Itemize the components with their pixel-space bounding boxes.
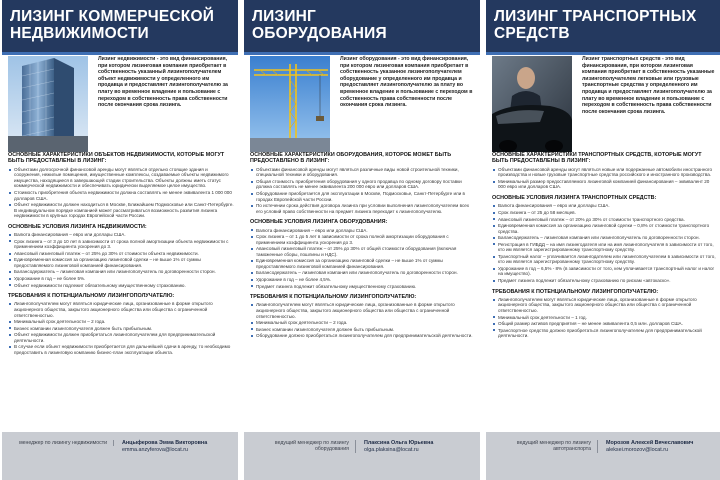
column-title: ЛИЗИНГ ОБОРУДОВАНИЯ — [252, 8, 387, 42]
bullet-list — [8, 167, 234, 219]
column-body — [8, 152, 234, 356]
list-item: Единовременная комиссия за организацию лизинговой сделки – не выше 1% от суммы предоставляемого лизинговой компанией финансирования. — [8, 257, 234, 268]
bullet-list — [492, 167, 718, 190]
list-item: Лизингополучателем могут являться юридические лица, организованные в форме открытого акционерного общества, закрытого акционерного общества или общества с ограниченной ответственностью. — [8, 301, 234, 318]
manager-email-link[interactable]: aleksei.morozov@locat.ru — [606, 446, 669, 453]
contact-footer — [2, 432, 238, 480]
list-item: Объектами финансовой аренды могут являться различные виды новой строительной техники, специальной техники и оборудования. — [250, 167, 476, 178]
car-photo — [492, 56, 572, 152]
list-item: Объект недвижимости подлежит обязательному имущественному страхованию. — [8, 283, 234, 289]
list-item: Бизнес компании лизингополучателя должен быть прибыльным. — [8, 326, 234, 332]
column-title: ЛИЗИНГ ТРАНСПОРТНЫХ СРЕДСТВ — [494, 8, 697, 42]
column-header — [486, 0, 720, 52]
list-item: Валюта финансирования – евро или доллары США. — [250, 228, 476, 234]
bullet-list — [250, 167, 476, 214]
manager-role: ведущий менеджер по лизингу автотранспорта — [490, 440, 598, 453]
section-title: ТРЕБОВАНИЯ К ПОТЕНЦИАЛЬНОМУ ЛИЗИНГОПОЛУЧАТЕЛЮ: — [250, 294, 417, 301]
column-real-estate — [2, 0, 238, 480]
section-title: ОСНОВНЫЕ ХАРАКТЕРИСТИКИ ТРАНСПОРТНЫХ СРЕДСТВ, КОТОРЫЕ МОГУТ БЫТЬ ПРЕДОСТАВЛЕНЫ В ЛИЗИНГ: — [492, 152, 702, 165]
list-item: Срок лизинга – от 3 до 10 лет в зависимости от срока полной амортизации объекта недвижимости с применением коэффициента ускорения до 3. — [8, 239, 234, 250]
list-item: Удорожание в год – не более 4,5%. — [250, 277, 476, 283]
manager-email-link[interactable]: emma.anzyferova@locat.ru — [122, 446, 188, 453]
manager-name: Плаксина Ольга Юрьевна — [364, 440, 434, 446]
list-item: Авансовый лизинговый платеж – от 25% до 30% от общей стоимости оборудования (включая таможенные сборы, пошлины и НДС). — [250, 246, 476, 257]
list-item: Авансовый лизинговый платеж – от 20% до 30% от стоимости транспортного средства. — [492, 217, 718, 223]
manager-name: Анцыферова Эмма Викторовна — [122, 440, 208, 446]
header-accent-bar — [2, 52, 238, 55]
contact-footer — [486, 432, 720, 480]
intro-text: Лизинг транспортных средств - это вид финансирования, при котором лизинговая компания приобретает в собственность указанные лизингополучателем легковые или грузовые транспортные средства у определенного им продавца и предоставляет лизингополучателю за плату во временное владение и пользование с переходом в собственность права собственности после окончания срока лизинга. — [582, 56, 715, 115]
manager-role: менеджер по лизингу недвижимости — [6, 440, 114, 446]
list-item: Оборудование должно приобретаться лизингополучателем для предпринимательской деятельности. — [250, 333, 476, 339]
column-title: ЛИЗИНГ КОММЕРЧЕСКОЙ НЕДВИЖИМОСТИ — [10, 8, 215, 42]
manager-name: Морозов Алексей Вячеславович — [606, 440, 694, 446]
bullet-list — [8, 301, 234, 355]
manager-contact — [606, 440, 718, 453]
list-item: Минимальный срок деятельности – 1 год. — [492, 315, 718, 321]
list-item: Объектами финансовой аренды могут являться новые или подержанные автомобили иностранного производства и новые грузовые транспортные средства российского и иностранного производства. — [492, 167, 718, 178]
section-title: ОСНОВНЫЕ ХАРАКТЕРИСТИКИ ОБЪЕКТОВ НЕДВИЖИМОСТИ, КОТОРЫЕ МОГУТ БЫТЬ ПРЕДОСТАВЛЕНЫ В ЛИЗИНГ: — [8, 152, 225, 165]
list-item: По истечении срока действия договора лизинга при условии выполнения лизингополучателем всех его условий право собственности на предмет лизинга переходит к лизингополучателю. — [250, 203, 476, 214]
car-illustration — [492, 56, 572, 152]
list-item: Объект недвижимости должен приобретаться лизингополучателем для предпринимательской деятельности. — [8, 332, 234, 343]
manager-email-link[interactable]: olga.plaksina@locat.ru — [364, 446, 419, 453]
intro-text: Лизинг недвижимости - это вид финансирования, при котором лизинговая компания приобретает в собственность указанный лизингополучателем объект недвижимости у определенного им продавца и предоставляет лизингополучателю за плату во временное владение и пользование с переходом в собственность права собственности после окончания срока лизинга. — [98, 56, 228, 109]
list-item: Регистрация в ГИБДД – на имя лизингодателя или на имя лизингополучателя в зависимости от того, кто им является зарегистрированному транспортному средству. — [492, 242, 718, 253]
list-item: Единовременная комиссия за организацию лизинговой сделки – 0,8% от стоимости транспортного средства. — [492, 223, 718, 234]
list-item: Бизнес компании лизингополучателя должен быть прибыльным. — [250, 327, 476, 333]
list-item: Единовременная комиссия за организацию лизинговой сделки – не выше 1% от суммы предоставляемого лизинговой компанией финансирования. — [250, 258, 476, 269]
column-header — [244, 0, 480, 52]
section-title: ОСНОВНЫЕ УСЛОВИЯ ЛИЗИНГА НЕДВИЖИМОСТИ: — [8, 223, 147, 230]
manager-contact — [122, 440, 234, 453]
list-item: Балансодержатель – лизинговая компания или лизингополучатель по договоренности сторон. — [250, 270, 476, 276]
header-accent-bar — [486, 52, 720, 55]
section-title: ОСНОВНЫЕ УСЛОВИЯ ЛИЗИНГА ОБОРУДОВАНИЯ: — [250, 219, 388, 226]
column-vehicles — [486, 0, 720, 480]
list-item: Лизингополучателем могут являться юридические лица, организованные в форме открытого акционерного общества, закрытого акционерного общества или общества с ограниченной ответственностью. — [250, 302, 476, 319]
section-title: ТРЕБОВАНИЯ К ПОТЕНЦИАЛЬНОМУ ЛИЗИНГОПОЛУЧАТЕЛЮ: — [8, 293, 175, 300]
list-item: Общая стоимость приобретения оборудования у одного продавца по одному договору поставки должна составлять не менее эквивалента 200 000 евро или долларов США. — [250, 179, 476, 190]
list-item: Оборудование приобретается для эксплуатации в Москве, Подмосковье, Санкт-Петербурге или в городах Европейской части России. — [250, 191, 476, 202]
section-title: ОСНОВНЫЕ УСЛОВИЯ ЛИЗИНГА ТРАНСПОРТНЫХ СРЕДСТВ: — [492, 195, 657, 201]
bullet-list — [492, 203, 718, 283]
list-item: Удорожание в год – 6,5% - 8% (в зависимости от того, кем уплачивается транспортный налог и налог на имущество). — [492, 266, 718, 277]
list-item: Валюта финансирования – евро или доллары США. — [492, 203, 718, 209]
list-item: В случае если объект недвижимости приобретается для дальнейшей сдачи в аренду, то необходимо предоставить в лизинговую компанию бизнес-план эксплуатации объекта. — [8, 344, 234, 355]
list-item: Авансовый лизинговый платеж – от 25% до 30% от стоимости объекта недвижимости. — [8, 251, 234, 257]
bullet-list — [250, 302, 476, 338]
column-equipment — [244, 0, 480, 480]
manager-role: ведущий менеджер по лизингу оборудования — [248, 440, 356, 453]
crane-photo — [250, 56, 330, 152]
bullet-list — [8, 232, 234, 288]
list-item: Предмет лизинга подлежит обязательному страхованию по рискам «автокаско». — [492, 278, 718, 284]
list-item: Объектами долгосрочной финансовой аренды могут являться отдельно стоящие здания и сооружения, нежилые помещения, имущественные комплексы, создаваемые объекты недвижимого имущества, находящиеся в завершающей стадии строительства. Объекты должны иметь статус коммерческой недвижимости и обеспечивать юридически выделяемое целое имущество. — [8, 167, 234, 189]
contact-footer — [244, 432, 480, 480]
list-item: Минимальный срок деятельности – 2 года. — [250, 320, 476, 326]
list-item: Общий размер активов предприятия – не менее эквивалента 0,5 млн. долларов США. — [492, 321, 718, 327]
header-accent-bar — [244, 52, 480, 55]
list-item: Минимальный размер предоставляемого лизинговой компанией финансирования – эквивалент 20 000 евро или долларов США. — [492, 179, 718, 190]
bullet-list — [250, 228, 476, 289]
list-item: Предмет лизинга подлежит обязательному имущественному страхованию. — [250, 284, 476, 290]
list-item: Срок лизинга – от 1 до 5 лет в зависимости от срока полной амортизации оборудования с применением коэффициента ускорения до 3. — [250, 234, 476, 245]
manager-contact — [364, 440, 476, 453]
list-item: Лизингополучателем могут являться юридические лица, организованные в форме открытого акционерного общества, закрытого акционерного общества или общества с ограниченной ответственностью. — [492, 297, 718, 314]
column-body — [492, 152, 718, 340]
list-item: Объект недвижимости должен находиться в Москве, Ближайшем Подмосковье или Санкт-Петербурге. В индивидуальном порядке компанией может рассматриваться возможность развития лизинга недвижимости в крупных городах Европейской части России. — [8, 202, 234, 219]
list-item: Стоимость приобретения объекта недвижимости должна составлять не менее эквивалента 1 000 000 долларов США. — [8, 190, 234, 201]
bullet-list — [492, 297, 718, 339]
list-item: Минимальный срок деятельности – 2 года. — [8, 319, 234, 325]
list-item: Балансодержатель – лизинговая компания или лизингополучатель по договоренности сторон. — [8, 269, 234, 275]
list-item: Балансодержатель – лизинговая компания или лизингополучатель по договоренности сторон. — [492, 235, 718, 241]
crane-illustration — [250, 56, 330, 152]
list-item: Транспортное средство должно приобретаться лизингополучателем для предпринимательской деятельности. — [492, 328, 718, 339]
building-photo — [8, 56, 88, 152]
section-title: ОСНОВНЫЕ ХАРАКТЕРИСТИКИ ОБОРУДОВАНИЯ, КОТОРОЕ МОЖЕТ БЫТЬ ПРЕДОСТАВЛЕНО В ЛИЗИНГ: — [250, 152, 452, 165]
list-item: Срок лизинга – от 25 до 58 месяцев. — [492, 210, 718, 216]
list-item: Валюта финансирования – евро или доллары США. — [8, 232, 234, 238]
building-illustration — [8, 56, 88, 152]
column-header — [2, 0, 238, 52]
list-item: Удорожание в год – не более 5%. — [8, 276, 234, 282]
column-body — [250, 152, 476, 340]
list-item: Транспортный налог – уплачивается лизингодателем или лизингополучателем в зависимости от того, кто им является зарегистрированному транспортному средству. — [492, 254, 718, 265]
section-title: ТРЕБОВАНИЯ К ПОТЕНЦИАЛЬНОМУ ЛИЗИНГОПОЛУЧАТЕЛЮ: — [492, 288, 659, 295]
intro-text: Лизинг оборудования - это вид финансирования, при котором лизинговая компания приобретает в собственность указанное лизингополучателем оборудование у определенного им продавца и предоставляет лизингополучателю за плату во временное владение и пользование с переходом в собственность права собственности после окончания срока лизинга. — [340, 56, 473, 109]
